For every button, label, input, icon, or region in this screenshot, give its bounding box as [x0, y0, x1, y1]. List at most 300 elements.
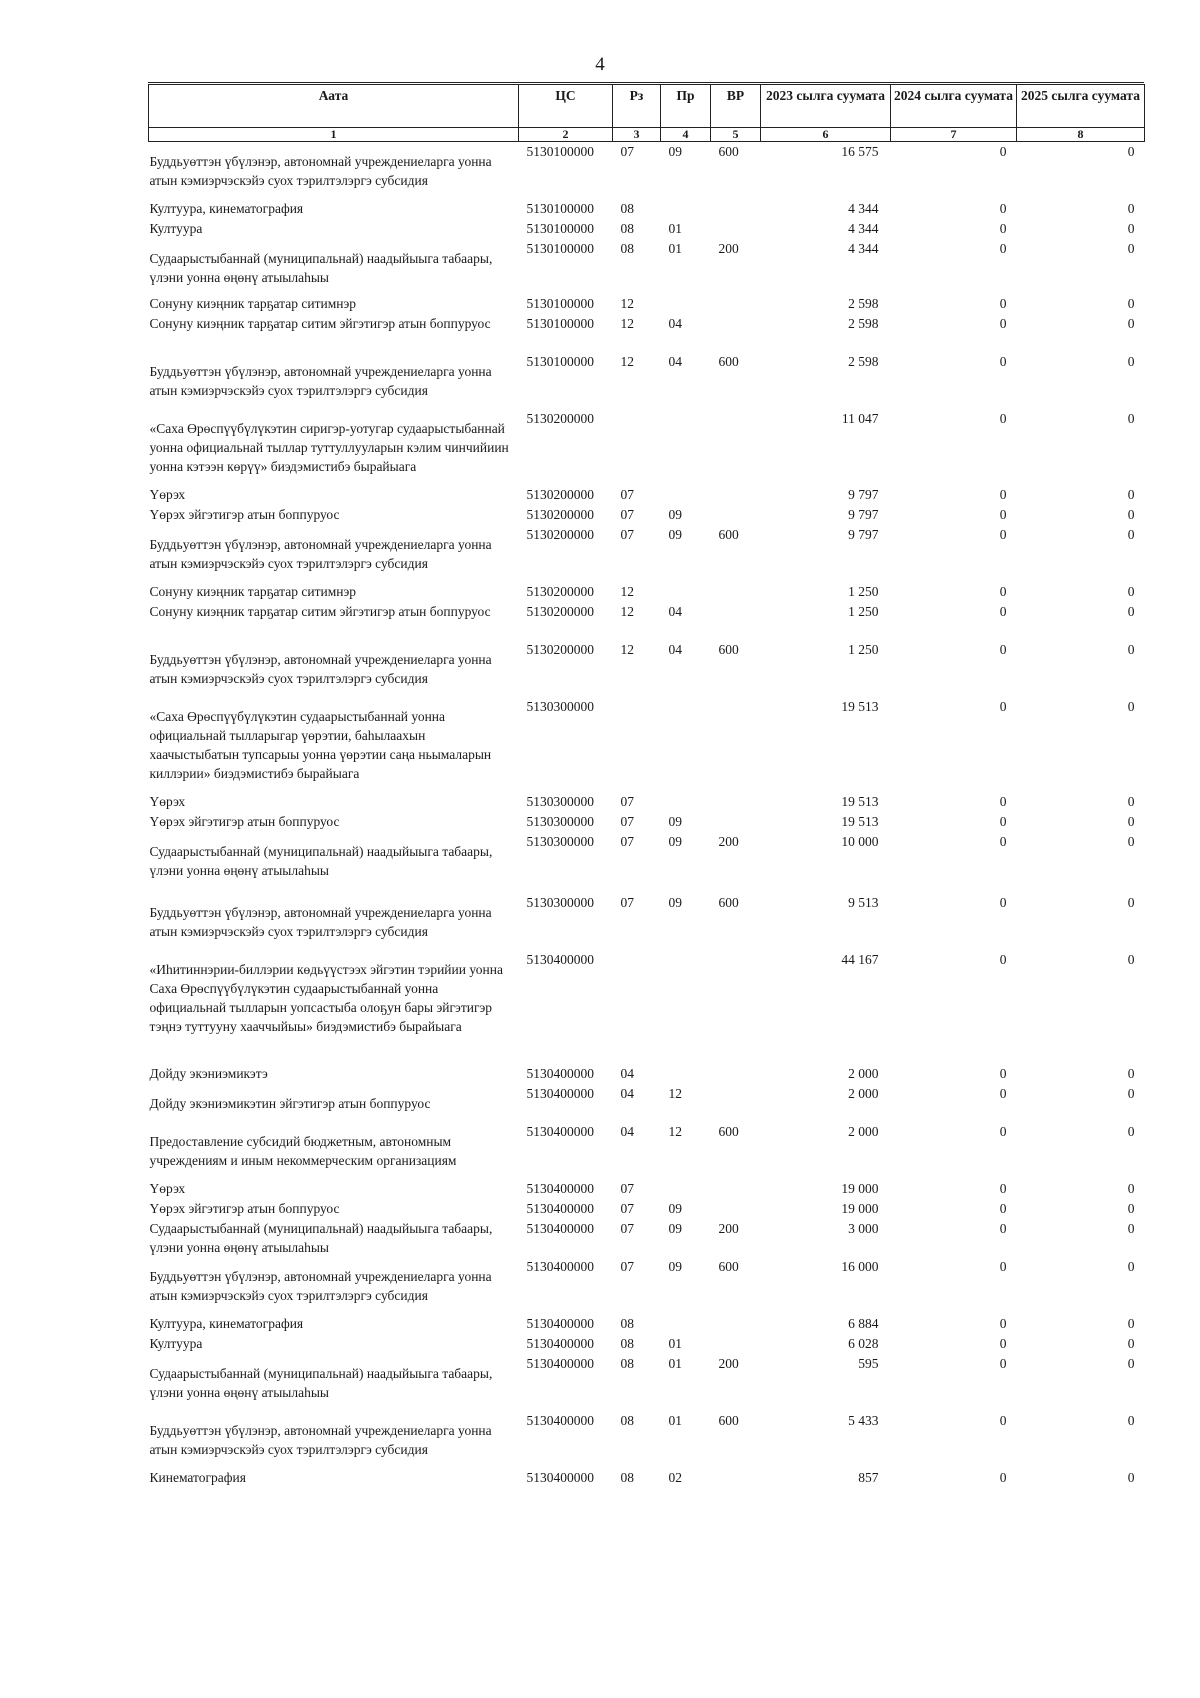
row-amount-2024: 0	[999, 1085, 1007, 1101]
row-pr	[661, 950, 711, 1064]
row-vr: 600	[718, 1412, 739, 1428]
row-rz: 07	[620, 1200, 634, 1216]
table-row	[149, 792, 1145, 812]
table-row	[149, 485, 1145, 505]
row-rz	[613, 409, 661, 485]
row-name-cell	[149, 640, 519, 697]
row-amount-2023: 6 884	[848, 1315, 879, 1331]
row-name: Буддьуөттэн үбүлэнэр, автономнай учреждениеларга уонна атын кэмиэрчэскэйэ суох тэрилтэлэргэ субсидия	[149, 536, 492, 571]
row-name-cell	[149, 1468, 519, 1488]
row-pr: 04	[668, 641, 682, 657]
row-code: 5130100000	[526, 144, 594, 159]
row-amount-2025: 0	[1127, 641, 1135, 657]
row-rz: 07	[620, 813, 634, 829]
header-vr: ВР	[711, 85, 761, 128]
row-vr	[711, 697, 761, 792]
row-name: Дойду экэниэмикэтин эйгэтигэр атын боппуруос	[149, 1095, 431, 1111]
row-amount-2025: 0	[1127, 603, 1135, 619]
row-amount-2024: 0	[999, 486, 1007, 502]
row-name: Предоставление субсидий бюджетным, автономным учреждениям и иным некоммерческим организациям	[149, 1133, 457, 1168]
row-pr	[661, 409, 711, 485]
row-name: Кинематография	[149, 1469, 246, 1485]
row-rz: 08	[620, 1412, 634, 1428]
row-pr: 09	[668, 894, 682, 910]
row-name-cell	[149, 219, 519, 239]
table-row	[149, 1334, 1145, 1354]
row-amount-2025: 0	[1127, 951, 1135, 967]
row-name: «Саха Өрөспүүбүлүкэтин судаарыстыбаннай уонна официальнай тылларыгар үөрэтии, баhылаахын хаачыстыбатын тупсарыы уонна үөрэтии саңа ньымаларын киллэрии» биэдэмистибэ бырайыага	[149, 708, 492, 781]
row-amount-2023: 19 000	[841, 1200, 879, 1216]
row-rz: 07	[620, 1220, 634, 1236]
row-code: 5130200000	[526, 641, 594, 657]
row-amount-2024: 0	[999, 583, 1007, 599]
row-rz: 08	[620, 1355, 634, 1371]
row-vr	[711, 602, 761, 640]
row-rz: 07	[620, 1180, 634, 1196]
row-pr: 01	[668, 240, 682, 256]
table-row	[149, 1468, 1145, 1488]
column-number: 1	[149, 128, 519, 142]
header-2025: 2025 сылга суумата	[1017, 85, 1145, 128]
row-pr: 12	[668, 1123, 682, 1139]
row-amount-2025: 0	[1127, 1258, 1135, 1274]
table-row	[149, 199, 1145, 219]
row-vr: 600	[718, 144, 739, 159]
table-header	[149, 85, 1145, 142]
row-code: 5130100000	[526, 353, 594, 369]
table-row	[149, 409, 1145, 485]
row-name-cell	[149, 409, 519, 485]
row-amount-2024: 0	[999, 641, 1007, 657]
row-vr	[711, 294, 761, 314]
row-code: 5130400000	[526, 1355, 594, 1371]
row-amount-2024: 0	[999, 894, 1007, 910]
table-row	[149, 505, 1145, 525]
row-name: Култуура, кинематография	[149, 1315, 304, 1331]
row-code: 5130100000	[526, 240, 594, 256]
table-row	[149, 294, 1145, 314]
row-amount-2023: 9 797	[848, 506, 879, 522]
header-name: Аата	[149, 85, 519, 128]
row-pr	[661, 1314, 711, 1334]
row-amount-2025: 0	[1127, 200, 1135, 216]
row-name: Сонуну киэңник тарҕатар ситим эйгэтигэр атын боппуруос	[149, 315, 491, 331]
row-rz: 08	[620, 1335, 634, 1351]
row-amount-2024: 0	[999, 1335, 1007, 1351]
row-vr	[711, 1064, 761, 1084]
row-name: Буддьуөттэн үбүлэнэр, автономнай учреждениеларга уонна атын кэмиэрчэскэйэ суох тэрилтэлэргэ субсидия	[149, 363, 492, 398]
column-number: 7	[891, 128, 1017, 142]
row-name-cell	[149, 314, 519, 352]
row-name-cell	[149, 352, 519, 409]
table-row	[149, 640, 1145, 697]
row-amount-2025: 0	[1127, 793, 1135, 809]
row-vr: 600	[718, 1123, 739, 1139]
row-pr: 09	[668, 506, 682, 522]
row-rz: 07	[620, 833, 634, 849]
row-vr: 200	[718, 240, 739, 256]
table-row	[149, 950, 1145, 1064]
row-name: Судаарыстыбаннай (муниципальнай) наадыйыыга табаары, үлэни уонна өңөнү атыылаhыы	[149, 843, 493, 878]
row-rz: 07	[620, 526, 634, 542]
row-pr: 09	[668, 1220, 682, 1236]
row-amount-2023: 9 797	[848, 486, 879, 502]
row-name: Үөрэх	[149, 1180, 186, 1196]
row-name: Үөрэх эйгэтигэр атын боппуруос	[149, 813, 340, 829]
row-amount-2023: 16 000	[841, 1258, 879, 1274]
row-code: 5130100000	[526, 200, 594, 216]
table-row	[149, 314, 1145, 352]
table-row	[149, 219, 1145, 239]
row-rz: 12	[620, 315, 634, 331]
row-name: Дойду экэниэмикэтэ	[149, 1065, 268, 1081]
row-vr	[711, 505, 761, 525]
row-amount-2023: 857	[858, 1469, 879, 1485]
row-amount-2025: 0	[1127, 353, 1135, 369]
row-amount-2024: 0	[999, 1469, 1007, 1485]
row-rz: 07	[620, 793, 634, 809]
row-code: 5130400000	[526, 951, 594, 967]
row-code: 5130200000	[526, 486, 594, 502]
row-amount-2024: 0	[999, 315, 1007, 331]
row-amount-2024: 0	[999, 1123, 1007, 1139]
table-row	[149, 1122, 1145, 1179]
row-pr	[661, 1179, 711, 1199]
header-rz: Рз	[613, 85, 661, 128]
table-row	[149, 1084, 1145, 1122]
table-row	[149, 1179, 1145, 1199]
row-name-cell	[149, 1064, 519, 1084]
row-amount-2023: 595	[858, 1355, 879, 1371]
row-amount-2023: 19 000	[841, 1180, 879, 1196]
row-rz: 12	[620, 603, 634, 619]
row-vr	[711, 1468, 761, 1488]
row-name: Үөрэх	[149, 486, 186, 502]
row-amount-2025: 0	[1127, 833, 1135, 849]
table-body	[149, 142, 1145, 1488]
row-pr: 04	[668, 353, 682, 369]
row-name-cell	[149, 792, 519, 812]
header-2023: 2023 сылга суумата	[761, 85, 891, 128]
row-name: Сонуну киэңник тарҕатар ситим эйгэтигэр атын боппуруос	[149, 603, 491, 619]
table-row	[149, 832, 1145, 893]
table-row	[149, 1257, 1145, 1314]
row-amount-2023: 9 513	[848, 894, 879, 910]
row-amount-2024: 0	[999, 1220, 1007, 1236]
row-amount-2024: 0	[999, 951, 1007, 967]
row-pr: 09	[668, 813, 682, 829]
row-amount-2023: 9 797	[848, 526, 879, 542]
row-vr	[711, 1199, 761, 1219]
row-vr	[711, 199, 761, 219]
row-name-cell	[149, 1199, 519, 1219]
row-amount-2024: 0	[999, 813, 1007, 829]
row-code: 5130400000	[526, 1258, 594, 1274]
row-pr: 09	[668, 1258, 682, 1274]
header-2024: 2024 сылга суумата	[891, 85, 1017, 128]
row-name-cell	[149, 1122, 519, 1179]
row-amount-2025: 0	[1127, 1200, 1135, 1216]
row-name: Сонуну киэңник тарҕатар ситимнэр	[149, 295, 357, 311]
row-amount-2025: 0	[1127, 240, 1135, 256]
column-number: 8	[1017, 128, 1145, 142]
row-name: Буддьуөттэн үбүлэнэр, автономнай учреждениеларга уонна атын кэмиэрчэскэйэ суох тэрилтэлэргэ субсидия	[149, 651, 492, 686]
row-code: 5130400000	[526, 1085, 594, 1101]
row-code: 5130200000	[526, 603, 594, 619]
row-amount-2023: 6 028	[848, 1335, 879, 1351]
row-amount-2025: 0	[1127, 486, 1135, 502]
column-number: 6	[761, 128, 891, 142]
row-vr: 200	[718, 1355, 739, 1371]
row-amount-2025: 0	[1127, 526, 1135, 542]
table-row	[149, 812, 1145, 832]
row-amount-2023: 4 344	[848, 220, 879, 236]
header-rule	[148, 82, 1144, 83]
row-rz: 08	[620, 200, 634, 216]
row-vr	[711, 1084, 761, 1122]
row-name-cell	[149, 812, 519, 832]
row-name: Судаарыстыбаннай (муниципальнай) наадыйыыга табаары, үлэни уонна өңөнү атыылаhыы	[149, 1365, 493, 1400]
row-name: Култуура	[149, 1335, 203, 1351]
row-rz: 12	[620, 295, 634, 311]
row-code: 5130400000	[526, 1335, 594, 1351]
row-name-cell	[149, 525, 519, 582]
row-code: 5130200000	[526, 526, 594, 542]
row-rz: 07	[620, 144, 634, 159]
row-amount-2023: 5 433	[848, 1412, 879, 1428]
row-code: 5130100000	[526, 315, 594, 331]
row-vr	[711, 582, 761, 602]
row-amount-2025: 0	[1127, 1315, 1135, 1331]
row-amount-2025: 0	[1127, 1412, 1135, 1428]
row-rz: 04	[620, 1065, 634, 1081]
row-code: 5130100000	[526, 220, 594, 236]
row-name-cell	[149, 1179, 519, 1199]
row-amount-2023: 19 513	[841, 698, 879, 714]
row-code: 5130300000	[526, 894, 594, 910]
row-amount-2025: 0	[1127, 813, 1135, 829]
row-vr: 200	[718, 1220, 739, 1236]
row-amount-2024: 0	[999, 1180, 1007, 1196]
row-amount-2025: 0	[1127, 1123, 1135, 1139]
row-rz: 12	[620, 353, 634, 369]
row-name-cell	[149, 582, 519, 602]
row-code: 5130200000	[526, 410, 594, 426]
column-number: 2	[519, 128, 613, 142]
row-name-cell	[149, 199, 519, 219]
row-name: Үөрэх эйгэтигэр атын боппуруос	[149, 506, 340, 522]
row-pr	[661, 1064, 711, 1084]
row-code: 5130200000	[526, 583, 594, 599]
row-amount-2025: 0	[1127, 583, 1135, 599]
row-amount-2025: 0	[1127, 1220, 1135, 1236]
row-amount-2024: 0	[999, 1412, 1007, 1428]
row-amount-2023: 2 000	[848, 1065, 879, 1081]
row-amount-2024: 0	[999, 240, 1007, 256]
table-row	[149, 352, 1145, 409]
row-vr	[711, 792, 761, 812]
budget-table	[148, 84, 1145, 1488]
row-code: 5130400000	[526, 1123, 594, 1139]
row-code: 5130300000	[526, 698, 594, 714]
row-name-cell	[149, 1411, 519, 1468]
row-amount-2024: 0	[999, 144, 1007, 159]
row-amount-2025: 0	[1127, 315, 1135, 331]
row-vr	[711, 314, 761, 352]
row-amount-2024: 0	[999, 353, 1007, 369]
row-amount-2023: 19 513	[841, 813, 879, 829]
row-name-cell	[149, 1314, 519, 1334]
row-pr: 02	[668, 1469, 682, 1485]
row-name: Үөрэх	[149, 793, 186, 809]
row-amount-2025: 0	[1127, 1085, 1135, 1101]
row-name: Култуура	[149, 220, 203, 236]
row-amount-2024: 0	[999, 295, 1007, 311]
row-vr	[711, 1334, 761, 1354]
row-pr: 09	[668, 144, 682, 159]
row-code: 5130300000	[526, 793, 594, 809]
row-pr: 09	[668, 526, 682, 542]
row-amount-2025: 0	[1127, 144, 1135, 159]
row-rz: 07	[620, 506, 634, 522]
row-name-cell	[149, 602, 519, 640]
table-row	[149, 697, 1145, 792]
row-amount-2023: 1 250	[848, 603, 879, 619]
row-rz: 07	[620, 894, 634, 910]
row-amount-2023: 2 000	[848, 1085, 879, 1101]
row-name: Буддьуөттэн үбүлэнэр, автономнай учреждениеларга уонна атын кэмиэрчэскэйэ суох тэрилтэлэргэ субсидия	[149, 1268, 492, 1303]
row-name: Буддьуөттэн үбүлэнэр, автономнай учреждениеларга уонна атын кэмиэрчэскэйэ суох тэрилтэлэргэ субсидия	[149, 1422, 492, 1457]
row-code: 5130400000	[526, 1412, 594, 1428]
row-amount-2023: 4 344	[848, 200, 879, 216]
column-number: 3	[613, 128, 661, 142]
header-row	[149, 85, 1145, 128]
table-row	[149, 239, 1145, 294]
row-rz	[613, 950, 661, 1064]
row-amount-2025: 0	[1127, 295, 1135, 311]
row-pr: 12	[668, 1085, 682, 1101]
row-amount-2024: 0	[999, 526, 1007, 542]
row-pr	[661, 697, 711, 792]
row-code: 5130400000	[526, 1315, 594, 1331]
header-pr: Пр	[661, 85, 711, 128]
row-name-cell	[149, 239, 519, 294]
row-name: «Саха Өрөспүүбүлүкэтин сиригэр-уотугар судаарыстыбаннай уонна официальнай тыллар туттуллууларын кэлим чинчийиин уонна кэтээн көрүү» биэдэмистибэ бырайыага	[149, 420, 509, 474]
row-pr: 01	[668, 1355, 682, 1371]
row-amount-2023: 2 598	[848, 295, 879, 311]
page-number: 4	[595, 54, 605, 75]
row-pr: 01	[668, 1335, 682, 1351]
row-name-cell	[149, 1219, 519, 1257]
row-pr: 01	[668, 220, 682, 236]
table-row	[149, 525, 1145, 582]
row-pr: 01	[668, 1412, 682, 1428]
row-name-cell	[149, 1334, 519, 1354]
row-amount-2024: 0	[999, 1315, 1007, 1331]
row-vr: 600	[718, 1258, 739, 1274]
table-row	[149, 1199, 1145, 1219]
row-name-cell	[149, 893, 519, 950]
table-row	[149, 602, 1145, 640]
row-amount-2025: 0	[1127, 220, 1135, 236]
header-code: ЦС	[519, 85, 613, 128]
row-code: 5130400000	[526, 1469, 594, 1485]
row-name-cell	[149, 832, 519, 893]
row-vr	[711, 812, 761, 832]
row-name: Сонуну киэңник тарҕатар ситимнэр	[149, 583, 357, 599]
table-row	[149, 1314, 1145, 1334]
row-amount-2024: 0	[999, 200, 1007, 216]
row-pr	[661, 485, 711, 505]
row-pr	[661, 582, 711, 602]
row-name-cell	[149, 1354, 519, 1411]
row-pr	[661, 199, 711, 219]
row-amount-2023: 2 598	[848, 315, 879, 331]
row-amount-2025: 0	[1127, 1065, 1135, 1081]
row-amount-2024: 0	[999, 698, 1007, 714]
row-amount-2023: 2 000	[848, 1123, 879, 1139]
row-amount-2023: 2 598	[848, 353, 879, 369]
table-row	[149, 142, 1145, 199]
row-rz: 08	[620, 1315, 634, 1331]
row-amount-2025: 0	[1127, 1469, 1135, 1485]
row-pr: 09	[668, 1200, 682, 1216]
row-name: Култуура, кинематография	[149, 200, 304, 216]
row-amount-2024: 0	[999, 410, 1007, 426]
row-name-cell	[149, 1257, 519, 1314]
row-name-cell	[149, 294, 519, 314]
table-row	[149, 1411, 1145, 1468]
row-amount-2024: 0	[999, 833, 1007, 849]
row-name-cell	[149, 697, 519, 792]
row-name: Буддьуөттэн үбүлэнэр, автономнай учреждениеларга уонна атын кэмиэрчэскэйэ суох тэрилтэлэргэ субсидия	[149, 904, 492, 939]
row-vr: 600	[718, 526, 739, 542]
row-name-cell	[149, 505, 519, 525]
column-number: 5	[711, 128, 761, 142]
row-pr	[661, 294, 711, 314]
row-amount-2025: 0	[1127, 894, 1135, 910]
row-amount-2023: 10 000	[841, 833, 879, 849]
row-name-cell	[149, 485, 519, 505]
table-row	[149, 1354, 1145, 1411]
row-code: 5130100000	[526, 295, 594, 311]
row-amount-2023: 44 167	[841, 951, 879, 967]
row-name: «Иhитиннэрии-биллэрии көдьүүстээх эйгэтин тэрийии уонна Саха Өрөспүүбүлүкэтин судаарыстыбаннай уонна официальнай тылларын уопсастыба олоҕун бары эйгэтигэр тэңнэ туттууну хааччыйыы» биэдэмистибэ бырайыага	[149, 961, 503, 1034]
row-vr: 600	[718, 641, 739, 657]
row-amount-2025: 0	[1127, 1355, 1135, 1371]
column-number: 4	[661, 128, 711, 142]
row-amount-2023: 4 344	[848, 240, 879, 256]
row-rz: 12	[620, 641, 634, 657]
row-amount-2024: 0	[999, 1065, 1007, 1081]
row-rz: 04	[620, 1123, 634, 1139]
row-amount-2024: 0	[999, 603, 1007, 619]
row-amount-2024: 0	[999, 220, 1007, 236]
row-amount-2023: 19 513	[841, 793, 879, 809]
row-rz: 07	[620, 1258, 634, 1274]
table-row	[149, 1219, 1145, 1257]
row-name: Судаарыстыбаннай (муниципальнай) наадыйыыга табаары, үлэни уонна өңөнү атыылаhыы	[149, 1220, 493, 1255]
row-vr	[711, 409, 761, 485]
row-vr	[711, 1179, 761, 1199]
row-amount-2025: 0	[1127, 506, 1135, 522]
row-code: 5130200000	[526, 506, 594, 522]
row-amount-2025: 0	[1127, 1180, 1135, 1196]
row-amount-2024: 0	[999, 1200, 1007, 1216]
row-code: 5130400000	[526, 1180, 594, 1196]
row-amount-2025: 0	[1127, 1335, 1135, 1351]
row-amount-2024: 0	[999, 1258, 1007, 1274]
